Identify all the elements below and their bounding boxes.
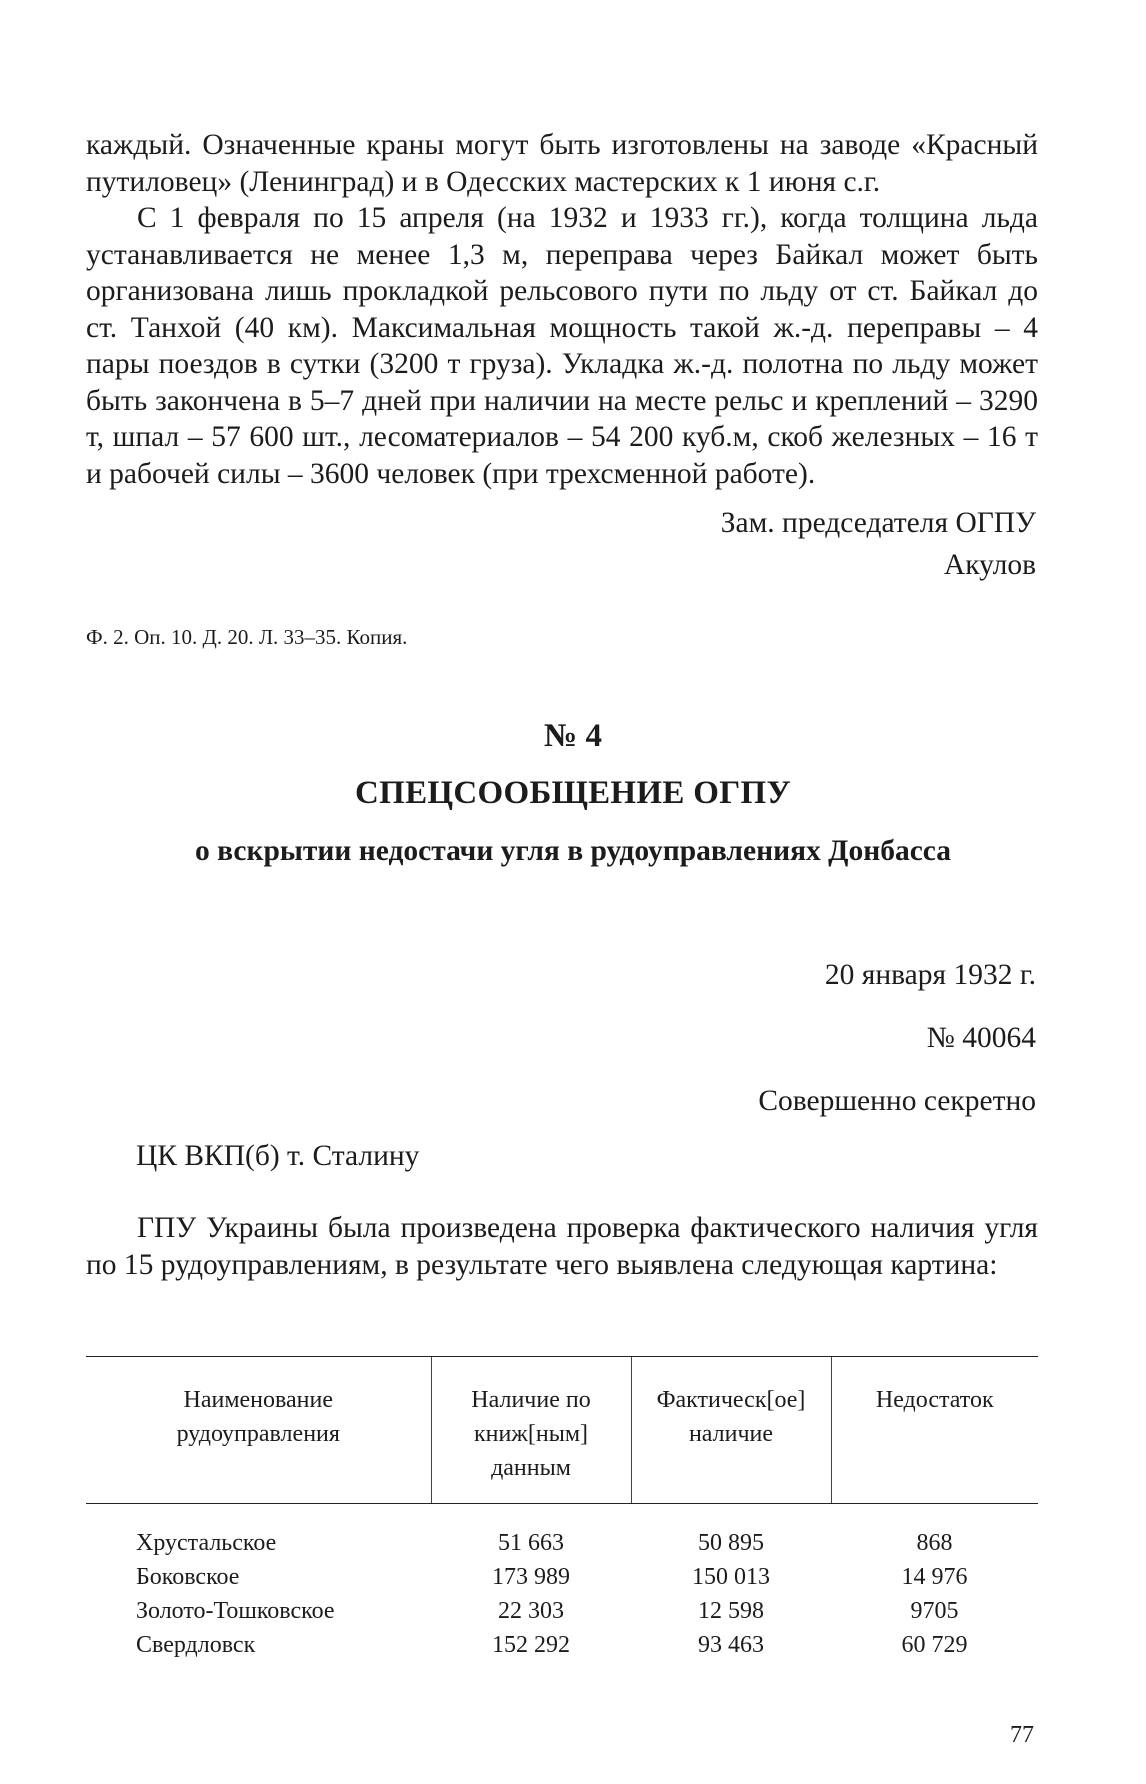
header-actual-stock: Фактическ[ое] наличие — [631, 1357, 831, 1504]
header-book-stock: Наличие по книж[ным] данным — [431, 1357, 631, 1504]
table-header-row — [86, 1357, 1038, 1504]
signature-position: Зам. председателя ОГПУ — [720, 507, 1036, 539]
body-text — [86, 127, 1038, 492]
cell-book-stock: 152 292 — [492, 1632, 570, 1658]
signature-name: Акулов — [943, 549, 1036, 581]
coal-shortage-table — [86, 1356, 1038, 1662]
header-shortage: Недостаток — [831, 1357, 1038, 1504]
cell-mine-name: Свердловск — [136, 1632, 256, 1658]
table-row — [86, 1504, 1038, 1561]
cell-book-stock: 51 663 — [498, 1530, 564, 1556]
cell-book-stock: 22 303 — [498, 1598, 564, 1624]
cell-shortage: 60 729 — [901, 1632, 968, 1658]
intro-text — [86, 1210, 1038, 1283]
paragraph-continuation: каждый. Означенные краны могут быть изготовлены на заводе «Красный путиловец» (Ленинград) и в Одесских мастерских к 1 июня с.г. — [86, 129, 1038, 198]
signature-block — [721, 502, 1036, 586]
intro-paragraph: ГПУ Украины была произведена проверка фактического наличия угля по 15 рудоуправлениям, в результате чего выявлена следующая картина: — [86, 1212, 1038, 1281]
header-mine-name: Наименование рудоуправления — [86, 1357, 431, 1504]
document-meta — [758, 944, 1036, 1133]
archive-reference: Ф. 2. Оп. 10. Д. 20. Л. 33–35. Копия. — [86, 625, 408, 649]
cell-mine-name: Хрустальское — [136, 1530, 277, 1556]
cell-actual-stock: 150 013 — [692, 1564, 770, 1590]
addressee: ЦК ВКП(б) т. Сталину — [136, 1140, 420, 1172]
cell-actual-stock: 93 463 — [698, 1632, 764, 1658]
document-reg-number: № 40064 — [926, 1022, 1036, 1054]
table-row — [86, 1560, 1038, 1594]
cell-mine-name: Боковское — [136, 1564, 240, 1590]
table-row — [86, 1628, 1038, 1662]
table-row — [86, 1594, 1038, 1628]
classification-stamp: Совершенно секретно — [758, 1085, 1036, 1117]
cell-mine-name: Золото-Тошковское — [136, 1598, 335, 1624]
paragraph-baikal-crossing: С 1 февраля по 15 апреля (на 1932 и 1933 гг.), когда толщина льда устанавливается не менее 1,3 м, переправа через Байкал может быть организована лишь прокладкой рельсового пути по льду от ст. Байкал до ст. Танхой (40 км). Максимальная мощность такой ж.-д. переправы – 4 пары поездов в сутки (3200 т груза). Укладка ж.-д. полотна по льду может быть закончена в 5–7 дней при наличии на месте рельс и креплений – 3290 т, шпал – 57 600 шт., лесоматериалов – 54 200 куб.м, скоб железных – 16 т и рабочей силы – 3600 человек (при трехсменной работе). — [86, 202, 1038, 490]
document-date: 20 января 1932 г. — [824, 959, 1036, 991]
cell-actual-stock: 50 895 — [698, 1530, 764, 1556]
document-title: СПЕЦСООБЩЕНИЕ ОГПУ — [355, 775, 791, 811]
cell-actual-stock: 12 598 — [698, 1598, 764, 1624]
cell-shortage: 14 976 — [901, 1564, 968, 1590]
cell-shortage: 868 — [916, 1530, 953, 1556]
cell-shortage: 9705 — [910, 1598, 959, 1624]
document-number: № 4 — [544, 718, 602, 754]
page-number: 77 — [1010, 1722, 1034, 1748]
cell-book-stock: 173 989 — [492, 1564, 570, 1590]
document-subtitle: о вскрытии недостачи угля в рудоуправлениях Донбасса — [194, 835, 951, 867]
